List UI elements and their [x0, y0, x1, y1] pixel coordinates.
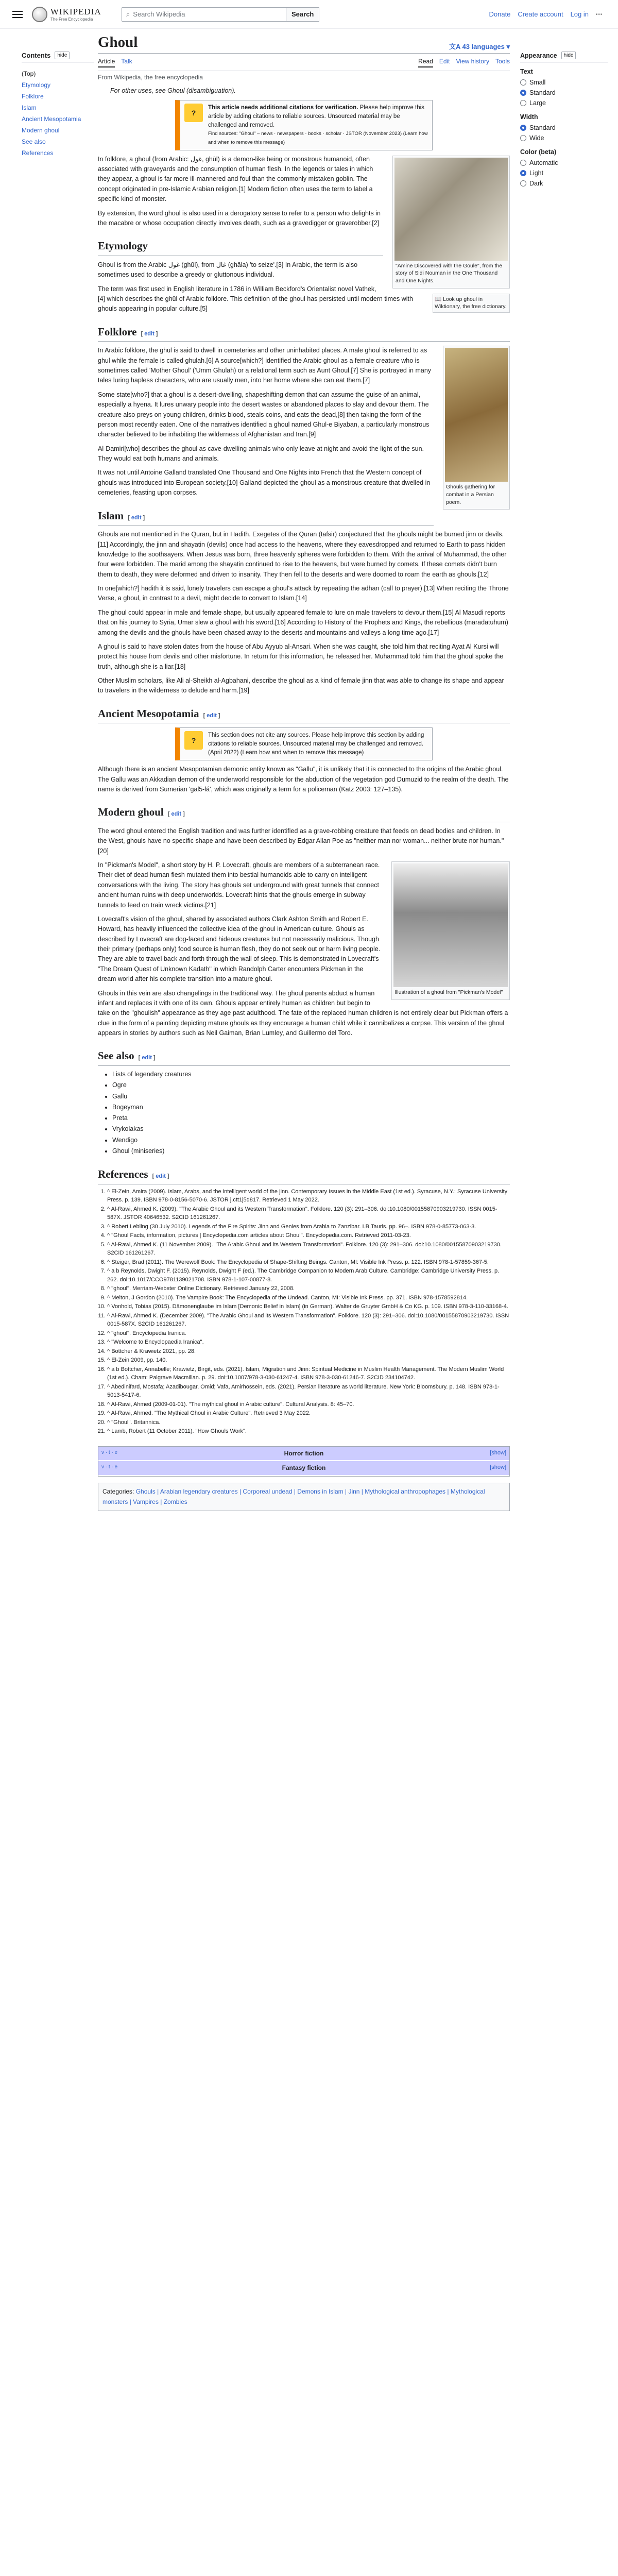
reference-item: 5. ^ Al-Rawi, Ahmed K. (11 November 2009). "The Arabic Ghoul and its Western Transformation". Folklore. 120 (3): 291–306. doi:10.1080/00155870903219730. S2CID 161261267.	[107, 1241, 510, 1258]
toc-item-see-also[interactable]: See also	[22, 138, 46, 145]
option-label: Small	[529, 79, 546, 86]
toc-item-modern[interactable]: Modern ghoul	[22, 127, 60, 134]
modern-paragraph-4: Ghouls in this vein are also changelings in the traditional way. The ghoul parents abduct a human infant and replaces it with one of its own. Ghouls appear entirely human as children but begin to take on the "ghoulish" appearance as they age past adulthood. The fate of the replaced human children is not entirely clear but Pickman offers a clue in the form of a painting depicting mature ghouls as they encourage a human child while it cannibalizes a corpse. This version of the ghoul appears in stories by authors such as Neil Gaiman, Brian Lumley, and Guillermo del Toro.	[98, 989, 508, 1037]
option-label: Light	[529, 170, 544, 177]
thumb-caption: Ghouls gathering for combat in a Persian poem.	[446, 484, 495, 505]
reference-item: 8. ^ "ghoul". Merriam-Webster Online Dictionary. Retrieved January 22, 2008.	[107, 1284, 510, 1293]
reference-item: 19. ^ Al-Rawi, Ahmed. "The Mythical Ghoul in Arabic Culture". Retrieved 3 May 2022.	[107, 1409, 510, 1418]
reference-item: 10. ^ Vonhold, Tobias (2015). Dämonenglaube im Islam [Demonic Belief in Islam] (in German). Walter de Gruyter GmbH & Co KG. p. 109. ISBN 978-3-110-33168-4.	[107, 1302, 510, 1311]
option-label: Dark	[529, 180, 543, 187]
heading-etymology: Etymology	[98, 240, 148, 252]
toc-item-references[interactable]: References	[22, 149, 54, 157]
heading-mesopotamia: Ancient Mesopotamia	[98, 707, 199, 720]
toc-item-top[interactable]: (Top)	[22, 70, 36, 77]
reference-item: 7. ^ a b Reynolds, Dwight F. (2015). Reynolds, Dwight F (ed.). The Cambridge Companion to Modern Arab Culture. Cambridge: Cambridge University Press. p. 262. doi:10.1017/CCO9781139021708. ISBN 978-1-107-00877-8.	[107, 1267, 510, 1284]
option-label: Standard	[529, 89, 556, 96]
radio	[520, 100, 526, 106]
see-also-item[interactable]: • Ghoul (miniseries)	[112, 1146, 510, 1157]
wordmark: WIKIPEDIA	[50, 7, 101, 16]
radio	[520, 180, 526, 187]
edit-references[interactable]: [ edit ]	[152, 1173, 169, 1180]
from-wikipedia: From Wikipedia, the free encyclopedia	[98, 74, 203, 81]
category-link[interactable]: | Demons in Islam	[292, 1487, 344, 1495]
question-book-icon: ?	[184, 731, 203, 750]
reference-item: 21. ^ Lamb, Robert (11 October 2011). "How Ghouls Work".	[107, 1427, 510, 1436]
navbox-horror-title[interactable]: Horror fiction	[284, 1449, 324, 1457]
color-light-option[interactable]	[520, 168, 608, 178]
persian-ghouls-image[interactable]	[445, 348, 508, 482]
folklore-paragraph-4: It was not until Antoine Galland translated One Thousand and One Nights into French that the Western concept of ghouls was introduced into European society.[10] Galland depicted the ghoul as a monstrous creature that dwelled in cemeteries, feasting upon corpses.	[98, 469, 431, 497]
reference-item: 18. ^ Al-Rawi, Ahmed (2009-01-01). "The mythical ghoul in Arabic culture". Cultural Analysis. 8: 45–70.	[107, 1400, 510, 1409]
language-icon: 文A	[449, 43, 462, 50]
edit-link-label: edit	[156, 1173, 166, 1180]
islam-paragraph-4: A ghoul is said to have stolen dates from the house of Abu Ayyub al-Ansari. When she was caught, she told him that reciting Ayat Al Kursi will protect his house from devils and other misfortune. In return for this information, he released her. Muhammad told him that the ghoul spoke the truth, although she is a liar.[18]	[98, 642, 504, 670]
search-placeholder: Search Wikipedia	[133, 10, 185, 18]
donate-link[interactable]: Donate	[489, 10, 511, 18]
width-wide-option[interactable]	[520, 133, 608, 143]
categories-box	[98, 1483, 510, 1511]
category-link[interactable]: | Vampires	[128, 1498, 159, 1506]
reference-item: 15. ^ El-Zein 2009, pp. 140.	[107, 1356, 510, 1365]
more-options-icon[interactable]: ···	[596, 10, 603, 18]
see-also-item[interactable]: • Gallu	[112, 1091, 510, 1102]
reference-item: 14. ^ Bottcher & Krawietz 2021, pp. 28.	[107, 1347, 510, 1356]
reference-item: 11. ^ Al-Rawi, Ahmed K. (December 2009). "The Arabic Ghoul and its Western Transformation". Folklore. 120 (3): 291–306. doi:10.1080/00155870903219730. ISSN 0015-587X. S2CID 161261267.	[107, 1312, 510, 1329]
reference-item: 1. ^ El-Zein, Amira (2009). Islam, Arabs, and the intelligent world of the jinn. Contemporary Issues in the Middle East (1st ed.). Syracuse, N.Y.: Syracuse University Press. p. 139. ISBN 978-0-8156-5070-6. JSTOR j.ctt1j5d817. Retrieved 1 May 2022.	[107, 1188, 510, 1205]
see-also-item[interactable]: • Vrykolakas	[112, 1124, 510, 1134]
reference-item: 13. ^ "Welcome to Encyclopaedia Iranica".	[107, 1338, 510, 1347]
folklore-paragraph-2: Some state[who?] that a ghoul is a desert-dwelling, shapeshifting demon that can assume the guise of an animal, especially a hyena. It lures unwary people into the desert wastes or abandoned places to slay and devour them. The creature also preys on young children, drinks blood, steals coins, and eats the dead,[8] then taking the form of the person most recently eaten. One of the narratives identified a ghoul named Ghul-e Biyaban, a particularly monstrous character believed to be inhabiting the wilderness of Afghanistan and Iran.[9]	[98, 391, 430, 438]
thumb-amine	[392, 156, 510, 289]
radio	[520, 79, 526, 86]
color-label: Color (beta)	[520, 148, 557, 156]
toc-item-folklore[interactable]: Folklore	[22, 93, 44, 100]
reference-item: 2. ^ Al-Rawi, Ahmed K. (2009). "The Arabic Ghoul and its Western Transformation". Folklore. 120 (3): 291–306. doi:10.1080/00155870903219730. ISSN 0015-587X. JSTOR 40646532. S2CID 161261267.	[107, 1205, 510, 1222]
option-label: Automatic	[529, 159, 558, 166]
option-label: Standard	[529, 124, 556, 131]
thumb-caption: Illustration of a ghoul from "Pickman's Model"	[394, 989, 503, 996]
citation-notice	[175, 100, 433, 150]
category-link[interactable]: | Mythological monsters	[102, 1487, 485, 1506]
folklore-paragraph-3: Al-Damiri[who] describes the ghoul as cave-dwelling animals who only leave at night and avoid the light of the sun. They would eat both humans and animals.	[98, 445, 424, 463]
text-size-label: Text	[520, 68, 533, 75]
heading-folklore: Folklore	[98, 325, 137, 338]
edit-link-label: edit	[171, 811, 182, 818]
reference-item: 12. ^ "ghoul". Encyclopedia Iranica.	[107, 1329, 510, 1338]
navbox-fantasy-title[interactable]: Fantasy fiction	[282, 1464, 326, 1472]
create-account-link[interactable]: Create account	[518, 10, 563, 18]
pickman-model-image[interactable]	[393, 863, 508, 987]
tab-talk[interactable]: Talk	[121, 58, 132, 65]
text-small-option[interactable]	[520, 77, 608, 88]
thumb-pickman	[391, 861, 510, 1000]
wikipedia-logo[interactable]	[32, 7, 114, 22]
table-of-contents	[22, 52, 94, 159]
radio	[520, 135, 526, 141]
modern-paragraph-2: In "Pickman's Model", a short story by H. P. Lovecraft, ghouls are members of a subterranean race. Their diet of dead human flesh mutated them into bestial humanoids able to carry on intelligent conversations with the living. The story has ghouls set underground with great tunnels that connect ancient human ruins with deep underworlds. Lovecraft hints that the ghouls emerge in subway tunnels to feed on train wreck victims.[21]	[98, 861, 380, 909]
thumb-caption: "Amine Discovered with the Goule", from the story of Sidi Nouman in the One Thousand and One Nights.	[396, 262, 503, 284]
appearance-panel	[520, 52, 608, 189]
radio	[520, 125, 526, 131]
page-title: Ghoul	[98, 34, 138, 50]
category-link[interactable]: | Jinn	[343, 1487, 360, 1495]
toc-hide-button[interactable]: hide	[55, 52, 70, 59]
see-also-item[interactable]: • Bogeyman	[112, 1102, 510, 1113]
option-label: Large	[529, 99, 546, 107]
heading-references: References	[98, 1168, 148, 1181]
islam-paragraph-1: Ghouls are not mentioned in the Quran, but in Hadith. Exegetes of the Quran (tafsir) conjectured that the ghouls might be burned jinn or devils.[11] Accordingly, the jinn and shayatin (devils) once had access to the heavens, where they eavesdropped and returned to Earth to pass hidden knowledge to the soothsayers. When Jesus was born, three heavenly spheres were forbidden to them. With the arrival of Muhammad, the other four were forbidden. The marid among the shayatin continued to rise to the heavens, but were burned by comets. If these comets didn't burn them to death, they were deformed and driven to insanity. They then fell to the deserts and were doomed to roam the earth as ghouls.[12]	[98, 531, 507, 578]
appearance-title: Appearance	[520, 52, 557, 59]
reference-item: 6. ^ Steiger, Brad (2011). The Werewolf Book: The Encyclopedia of Shape-Shifting Beings. Canton, MI: Visible Ink Press. p. 122. ISBN 978-1-57859-367-5.	[107, 1258, 510, 1267]
main-menu-icon[interactable]	[12, 11, 23, 18]
radio	[520, 160, 526, 166]
tab-read[interactable]: Read	[418, 58, 433, 67]
search-icon: ⌕	[126, 10, 130, 18]
question-book-icon: ?	[184, 104, 203, 122]
radio	[520, 170, 526, 176]
see-also-item[interactable]: • Wendigo	[112, 1135, 510, 1146]
category-link[interactable]: | Zombies	[158, 1498, 187, 1506]
intro-paragraph-2: By extension, the word ghoul is also used in a derogatory sense to refer to a person who delights in the macabre or whose occupation directly involves death, such as a gravedigger or graverobber.[2]	[98, 209, 381, 227]
reference-item: 17. ^ Abedinifard, Mostafa; Azadibougar, Omid; Vafa, Amirhossein, eds. (2021). Persian literature as world literature. New York: Bloomsbury. p. 148. ISBN 978-1-5013-5417-6.	[107, 1383, 510, 1400]
category-link[interactable]: | Corporeal undead	[237, 1487, 293, 1495]
references-list	[98, 1188, 510, 1436]
tab-edit[interactable]: Edit	[439, 58, 450, 65]
categories-label[interactable]: Categories:	[102, 1487, 134, 1495]
mesopotamia-paragraph: Although there is an ancient Mesopotamian demonic entity known as "Gallu", it is unlikely that it is connected to the origins of the Arabic ghoul. The Gallu was an Akkadian demon of the underworld responsible for the abduction of the vegetation god Dumuzid to the realm of the death. The name is derived from Sumerian 'gal5-lá', which was originally a term for a policeman (Katz 2003: 127–135).	[98, 766, 509, 793]
see-also-list	[98, 1069, 510, 1157]
text-standard-option[interactable]	[520, 88, 608, 98]
thumb-persian	[443, 346, 510, 510]
notice-body: This section does not cite any sources. Please help improve this section by adding citations to reliable sources. Unsourced material may be challenged and removed. (April 2022) (Learn how and when to remove this message)	[208, 732, 424, 756]
islam-paragraph-2: In one[which?] hadith it is said, lonely travelers can escape a ghoul's attack by repeating the adhan (call to prayer).[13] When reciting the Throne Verse, a ghoul, in contrast to a devil, might decide to convert to Islam.[14]	[98, 585, 509, 602]
navbox-show-button[interactable]: [show]	[490, 1464, 506, 1471]
notice-body: Please help improve this article by adding citations to reliable sources. Unsourced material may be challenged and removed.	[208, 105, 424, 128]
wiktionary-box	[433, 294, 510, 313]
tab-history[interactable]: View history	[456, 58, 489, 65]
navbox-show-button[interactable]: [show]	[490, 1449, 506, 1456]
notice-title: This article needs additional citations for verification.	[208, 105, 358, 111]
islam-paragraph-5: Other Muslim scholars, like Ali al-Sheikh al-Agbahani, describe the ghoul as a kind of female jinn that was able to change its shape and appear to travelers in the wilderness to delude and harm.[19]	[98, 677, 504, 694]
toc-item-islam[interactable]: Islam	[22, 104, 37, 111]
category-link[interactable]: | Arabian legendary creatures	[155, 1487, 238, 1495]
islam-paragraph-3: The ghoul could appear in male and female shape, but usually appeared female to lure on male travelers to devour them.[15] Al Masudi reports that on his journey to Syria, Umar slew a ghoul with his sword.[16] According to History of the Prophets and Kings, the rebellious (maradatuhum) among the devils and the ghouls have been chased away to the deserts and mountains and valleys a long time ago.[17]	[98, 608, 508, 636]
edit-link-label: edit	[142, 1055, 152, 1061]
toc-item-mesopotamia[interactable]: Ancient Mesopotamia	[22, 115, 81, 123]
hatnote: For other uses, see Ghoul (disambiguation).	[110, 87, 236, 94]
search-input[interactable]	[122, 7, 286, 22]
amine-ghoul-image[interactable]	[394, 158, 508, 261]
reference-item: 16. ^ a b Bottcher, Annabelle; Krawietz, Birgit, eds. (2021). Islam, Migration and Jinn: Spiritual Medicine in Muslim Health Management. The Modern Muslim World (1st ed.). Cham: Palgrave Macmillan. p. 29. doi:10.1007/978-3-030-61247-4. ISBN 978-3-030-61246-7. S2CID 234104742.	[107, 1365, 510, 1382]
edit-link-label: edit	[144, 330, 154, 337]
intro-paragraph-1: In folklore, a ghoul (from Arabic: غول, ghūl) is a demon-like being or monstrous humanoid, often associated with graveyards and the consumption of human flesh. In the legends or tales in which they appear, a ghoul is far more ill-mannered and foul than the commonly mistaken goblin. The concept originated in pre-Islamic Arabian religion.[1] Modern fiction often uses the term to label a specific kind of monster.	[98, 155, 373, 203]
edit-folklore[interactable]: [ edit ]	[141, 330, 158, 337]
reference-item: 9. ^ Melton, J Gordon (2010). The Vampire Book: The Encyclopedia of the Undead. Canton, MI: Visible Ink Press. pp. 371. ISBN 978-1578592814.	[107, 1294, 510, 1302]
reference-item: 3. ^ Robert Lebling (30 July 2010). Legends of the Fire Spirits: Jinn and Genies from Arabia to Zanzibar. I.B.Tauris. pp. 96–. ISBN 978-0-85773-063-3.	[107, 1223, 510, 1231]
navbox	[98, 1446, 510, 1477]
reference-item: 20. ^ "Ghoul". Britannica.	[107, 1418, 510, 1427]
modern-paragraph-3: Lovecraft's vision of the ghoul, shared by associated authors Clark Ashton Smith and Robert E. Howard, has heavily influenced the collective idea of the ghoul in American culture. Ghouls as described by Lovecraft are dog-faced and hideous creatures but not necessarily malicious. Though their primary (perhaps only) food source is human flesh, they do not seek out or harm living people. They are able to travel back and forth through the wall of sleep. This is demonstrated in Lovecraft's "The Dream Quest of Unknown Kadath" in which Randolph Carter encounters Pickman in the dream world after his complete transition into a mature ghoul.	[98, 915, 381, 983]
tab-article[interactable]: Article	[98, 58, 115, 67]
edit-mesopotamia[interactable]: [ edit ]	[203, 712, 220, 719]
color-dark-option[interactable]	[520, 178, 608, 189]
navbox-vte[interactable]: v · t · e	[101, 1464, 118, 1470]
tab-tools[interactable]: Tools	[495, 58, 510, 65]
appearance-hide-button[interactable]: hide	[561, 52, 576, 59]
heading-islam: Islam	[98, 509, 124, 522]
see-also-item[interactable]: • Ogre	[112, 1080, 510, 1091]
color-auto-option[interactable]	[520, 158, 608, 168]
see-also-item[interactable]: • Lists of legendary creatures	[112, 1069, 510, 1080]
etymology-paragraph-1: Ghoul is from the Arabic غول (ghūl), from غال (ghāla) 'to seize'.[3] In Arabic, the term is also sometimes used to describe a greedy or gluttonous individual.	[98, 261, 358, 279]
heading-see-also: See also	[98, 1049, 134, 1062]
wiktionary-text[interactable]: Look up ghoul in Wiktionary, the free dictionary.	[435, 296, 507, 310]
width-label: Width	[520, 113, 538, 121]
notice-find-sources[interactable]: Find sources: "Ghoul" – news · newspapers · books · scholar · JSTOR (November 2023) (Learn how and when to remove this message)	[208, 131, 428, 146]
edit-link-label: edit	[207, 712, 217, 719]
category-link[interactable]: Ghouls	[135, 1487, 156, 1495]
text-large-option[interactable]	[520, 98, 608, 108]
languages-label: 43 languages	[462, 43, 505, 50]
navbox-vte[interactable]: v · t · e	[101, 1449, 118, 1455]
reference-item: 4. ^ "Ghoul Facts, information, pictures | Encyclopedia.com articles about Ghoul". Encyclopedia.com. Retrieved 2011-03-23.	[107, 1231, 510, 1240]
modern-paragraph-1: The word ghoul entered the English tradition and was further identified as a grave-robbing creature that feeds on dead bodies and children. In the West, ghouls have no specific shape and have been described by Edgar Allan Poe as "neither man nor woman... neither brute nor human."[20]	[98, 827, 504, 855]
edit-islam[interactable]: [ edit ]	[128, 514, 145, 521]
search-button[interactable]: Search	[286, 7, 319, 22]
toc-item-etymology[interactable]: Etymology	[22, 81, 51, 89]
globe-icon	[32, 7, 47, 22]
edit-link-label: edit	[131, 514, 142, 521]
width-standard-option[interactable]	[520, 123, 608, 133]
edit-see-also[interactable]: [ edit ]	[138, 1055, 156, 1061]
radio	[520, 90, 526, 96]
tagline: The Free Encyclopedia	[50, 17, 93, 22]
category-link[interactable]: | Mythological anthropophages	[359, 1487, 446, 1495]
article-main	[98, 34, 510, 1511]
option-label: Wide	[529, 134, 544, 142]
edit-modern[interactable]: [ edit ]	[167, 811, 185, 818]
heading-modern: Modern ghoul	[98, 806, 164, 819]
login-link[interactable]: Log in	[570, 10, 589, 18]
unsourced-notice	[175, 727, 433, 760]
see-also-item[interactable]: • Preta	[112, 1113, 510, 1124]
wiktionary-icon: 📖	[435, 296, 443, 302]
folklore-paragraph-1: In Arabic folklore, the ghul is said to dwell in cemeteries and other uninhabited places. A male ghoul is referred to as ghul while the female is called ghulah.[6] A source[which?] identified the Arabic ghoul as a female creature who is sometimes called 'Mother Ghoul' ('Umm Ghulah) or a relational term such as Aunt Ghoul.[7] She is portrayed in many tales luring hapless characters, who are usually men, into her home where she can eat them.[7]	[98, 347, 432, 384]
site-header	[0, 0, 618, 29]
languages-button[interactable]: 文A 43 languages ▾	[449, 43, 510, 50]
etymology-paragraph-2: The term was first used in English literature in 1786 in William Beckford's Orientalist novel Vathek,[4] which describes the ghūl of Arabic folklore. This definition of the ghoul has persisted until modern times with ghouls appearing in popular culture.[5]	[98, 285, 413, 313]
toc-title: Contents	[22, 52, 51, 59]
